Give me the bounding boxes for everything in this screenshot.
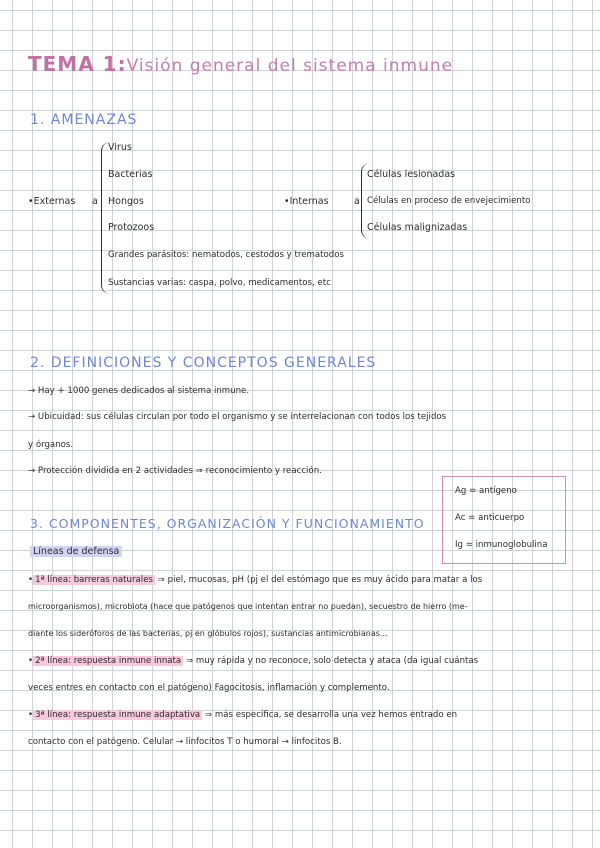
abbreviation: Ac = anticuerpo	[455, 513, 525, 523]
line2-text: ⇒ muy rápida y no reconoce, solo detecta y ataca (da igual cuántas	[183, 656, 479, 666]
internas-item: Células en proceso de envejecimiento	[367, 196, 531, 206]
page-title	[28, 52, 453, 76]
title-rest: Visión general del sistema inmune	[126, 56, 454, 76]
definition-line: → Ubicuidad: sus células circulan por todo el organismo y se interrelacionan con todos los tejidos	[28, 412, 447, 422]
internas-item: Células malignizadas	[367, 222, 468, 233]
line3-first: • 3ª línea: respuesta inmune adaptativa ⇒ más específica, se desarrolla una vez hemos entrado en	[28, 710, 458, 720]
externas-item: Protozoos	[108, 222, 155, 233]
title-lead: TEMA 1:	[28, 52, 127, 76]
externas-item: Sustancias varias: caspa, polvo, medicamentos, etc	[108, 278, 331, 288]
line1-text: ⇒ piel, mucosas, pH (pj el del estómago que es muy ácido para matar a los	[154, 575, 483, 585]
externas-letter: a	[92, 196, 98, 207]
internas-letter: a	[354, 196, 360, 207]
section-3-heading: 3. COMPONENTES, ORGANIZACIÓN Y FUNCIONAMIENTO	[30, 516, 425, 531]
line1-first: • 1ª línea: barreras naturales ⇒ piel, mucosas, pH (pj el del estómago que es muy ácido para matar a los	[28, 575, 483, 585]
abbreviation: Ig = inmunoglobulina	[455, 540, 548, 550]
section-1-heading: 1. AMENAZAS	[30, 112, 138, 128]
externas-item: Virus	[108, 142, 132, 153]
externas-item: Grandes parásitos: nematodos, cestodos y trematodos	[108, 250, 344, 260]
line1-cont: diante los sideróforos de las bacterias, pj en glóbulos rojos), sustancias antimicrobianas...	[28, 629, 388, 638]
externas-item: Hongos	[108, 196, 144, 207]
definition-line: → Protección dividida en 2 actividades ⇒ reconocimiento y reacción.	[28, 466, 322, 476]
line2-label: 2ª línea: respuesta inmune innata	[35, 656, 182, 666]
internas-item: Células lesionadas	[367, 169, 456, 180]
line2-cont: veces entres en contacto con el patógeno) Fagocitosis, inflamación y complemento.	[28, 683, 390, 693]
line3-label: 3ª línea: respuesta inmune adaptativa	[35, 710, 201, 720]
externas-label: •Externas	[28, 196, 76, 207]
line3-cont: contacto con el patógeno. Celular → linfocitos T o humoral → linfocitos B.	[28, 737, 342, 747]
line3-text: ⇒ más específica, se desarrolla una vez hemos entrado en	[202, 710, 458, 720]
definition-line: y órganos.	[28, 440, 74, 450]
line2-first: • 2ª línea: respuesta inmune innata ⇒ muy rápida y no reconoce, solo detecta y ataca (da igual cuántas	[28, 656, 479, 666]
section-2-heading: 2. DEFINICIONES Y CONCEPTOS GENERALES	[30, 355, 377, 371]
line1-label: 1ª línea: barreras naturales	[35, 575, 153, 585]
externas-item: Bacterias	[108, 169, 153, 180]
subheading-lineas	[30, 546, 122, 557]
internas-label: •Internas	[284, 196, 329, 207]
externas-brace	[101, 142, 110, 294]
subheading-text: Líneas de defensa	[30, 546, 122, 557]
line1-cont: microorganismos), microbiota (hace que patógenos que intentan entrar no puedan), secuestro de hierro (me-	[28, 602, 468, 611]
abbreviation: Ag = antígeno	[455, 486, 517, 496]
definition-line: → Hay + 1000 genes dedicados al sistema inmune.	[28, 386, 250, 396]
